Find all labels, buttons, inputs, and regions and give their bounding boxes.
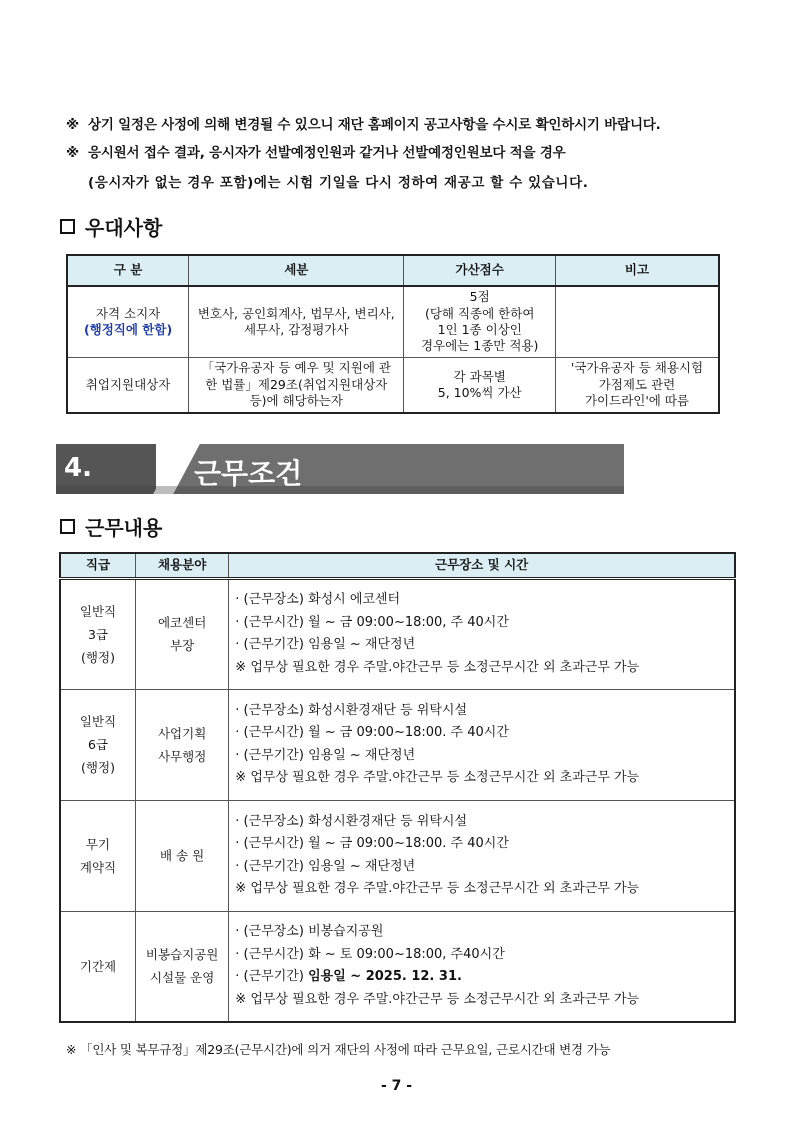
overtime-note: ※ 업무상 필요한 경우 주말.야간근무 등 소정근무시간 외 초과근무 가능 — [235, 881, 640, 896]
schedule-cell — [229, 800, 735, 911]
footnote: ※ 「인사 및 복무규정」제29조(근무시간)에 의거 재단의 사정에 따라 근무요일, 근로시간대 변경 가능 — [66, 1042, 611, 1057]
points-text: 5점 — [469, 289, 490, 305]
field-cell — [136, 578, 229, 689]
benefits-heading-text: 우대사항 — [85, 216, 163, 240]
grade-text: (행정) — [81, 649, 115, 665]
field-text: 배 송 원 — [160, 848, 205, 863]
category-cell — [67, 286, 189, 357]
category-qualifier: (행정직에 한함) — [83, 321, 173, 337]
table-header-row — [60, 553, 735, 578]
schedule-cell — [229, 578, 735, 689]
overtime-note: ※ 업무상 필요한 경우 주말.야간근무 등 소정근무시간 외 초과근무 가능 — [235, 659, 640, 675]
period-value: 임용일 ~ 재단정년 — [308, 747, 416, 763]
note-text: 가이드라인'에 따름 — [584, 392, 689, 408]
schedule-period — [235, 634, 734, 657]
schedule-cell — [229, 911, 735, 1022]
column-header: 세분 — [189, 255, 404, 286]
grade-cell — [60, 578, 136, 689]
grade-text: 3급 — [87, 626, 109, 642]
detail-cell — [189, 357, 404, 413]
notice-applicant-shortage — [66, 141, 566, 161]
detail-text: 변호사, 공인회계사, 법무사, 변리사, — [197, 305, 395, 321]
schedule-cell — [229, 689, 735, 800]
schedule-place: · (근무장소) 화성시 에코센터 — [235, 592, 401, 607]
field-text: 시설물 운영 — [149, 970, 215, 986]
schedule-time: · (근무시간) 월 ~ 금 09:00~18:00. 주 40시간 — [235, 725, 509, 740]
period-label: · (근무기간) — [235, 637, 309, 652]
notice-schedule-change — [66, 113, 661, 133]
field-text: 사업기획 — [157, 725, 207, 741]
grade-cell — [60, 911, 136, 1022]
period-value: 임용일 ~ 재단정년 — [308, 637, 416, 652]
detail-text: 「국가유공자 등 예우 및 지원에 관 — [201, 360, 391, 376]
points-text: 5, 10%씩 가산 — [437, 384, 522, 400]
work-heading-text: 근무내용 — [85, 516, 163, 540]
grade-text: 계약직 — [79, 859, 117, 875]
table-row — [60, 689, 735, 800]
period-label: · (근무기간) — [235, 858, 309, 874]
table-row — [67, 357, 719, 413]
schedule-period — [235, 745, 734, 768]
table-row — [60, 800, 735, 911]
notice-applicant-shortage-cont: (응시자가 없는 경우 포함)에는 시험 기일을 다시 정하여 재공고 할 수 있습니다. — [88, 175, 589, 191]
grade-text: 무기 — [85, 836, 111, 852]
table-row — [60, 578, 735, 689]
reference-mark: ※ — [66, 145, 79, 161]
period-value: 임용일 ~ 재단정년 — [308, 858, 416, 874]
benefits-heading — [60, 212, 162, 241]
points-cell — [404, 286, 556, 357]
overtime-note: ※ 업무상 필요한 경우 주말.야간근무 등 소정근무시간 외 초과근무 가능 — [235, 991, 640, 1007]
period-label: · (근무기간) — [235, 969, 309, 985]
points-text: 경우에는 1종만 적용) — [421, 338, 539, 353]
column-header: 비고 — [555, 255, 719, 286]
grade-cell — [60, 689, 136, 800]
schedule-place: · (근무장소) 비봉습지공원 — [235, 924, 384, 940]
reference-mark: ※ — [66, 117, 79, 133]
grade-text: (행정) — [81, 760, 115, 775]
points-text: 각 과목별 — [453, 368, 506, 384]
schedule-time: · (근무시간) 월 ~ 금 09:00~18:00, 주 40시간 — [235, 614, 509, 630]
points-text: (당해 직종에 한하여 — [424, 305, 535, 321]
checkbox-square-icon — [60, 519, 75, 534]
field-text: 에코센터 — [157, 615, 207, 630]
note-text: '국가유공자 등 채용시험 — [570, 360, 704, 376]
column-header: 직급 — [60, 553, 136, 578]
section-title: 근무조건 — [194, 457, 303, 490]
banner-shadow — [56, 486, 624, 494]
schedule-period — [235, 856, 734, 879]
grade-text: 일반직 — [79, 603, 117, 619]
checkbox-square-icon — [60, 219, 75, 234]
detail-text: 세무사, 감정평가사 — [243, 321, 349, 337]
work-heading — [60, 512, 162, 541]
detail-cell — [189, 286, 404, 357]
field-cell — [136, 689, 229, 800]
table-row — [67, 286, 719, 357]
schedule-time: · (근무시간) 월 ~ 금 09:00~18:00. 주 40시간 — [235, 836, 509, 851]
overtime-note: ※ 업무상 필요한 경우 주말.야간근무 등 소정근무시간 외 초과근무 가능 — [235, 770, 640, 785]
points-cell — [404, 357, 556, 413]
column-header: 근무장소 및 시간 — [229, 553, 735, 578]
table-header-row — [67, 255, 719, 286]
notice-text: 상기 일정은 사정에 의해 변경될 수 있으니 재단 홈페이지 공고사항을 수시로 확인하시기 바랍니다. — [88, 117, 661, 133]
category-text: 자격 소지자 — [95, 305, 161, 321]
field-cell — [136, 800, 229, 911]
grade-text: 일반직 — [79, 714, 117, 729]
category-cell: 취업지원대상자 — [67, 357, 189, 413]
column-header: 구 분 — [67, 255, 189, 286]
detail-text: 한 법률」제29조(취업지원대상자 — [205, 376, 388, 392]
note-cell — [555, 286, 719, 357]
field-text: 부장 — [170, 638, 195, 653]
period-label: · (근무기간) — [235, 747, 309, 763]
field-text: 비봉습지공원 — [145, 947, 219, 963]
grade-cell — [60, 800, 136, 911]
field-cell — [136, 911, 229, 1022]
period-value: 임용일 ~ 2025. 12. 31. — [308, 969, 462, 985]
points-text: 1인 1종 이상인 — [437, 321, 522, 337]
benefits-table — [66, 254, 720, 414]
field-text: 사무행정 — [157, 748, 207, 764]
work-table — [59, 552, 736, 1023]
schedule-place: · (근무장소) 화성시환경재단 등 위탁시설 — [235, 813, 468, 829]
notice-text: 응시원서 접수 결과, 응시자가 선발예정인원과 같거나 선발예정인원보다 적을 경우 — [88, 145, 566, 161]
schedule-period — [235, 966, 734, 989]
grade-text: 6급 — [87, 737, 109, 752]
schedule-time: · (근무시간) 화 ~ 토 09:00~18:00, 주40시간 — [235, 946, 505, 962]
column-header: 가산점수 — [404, 255, 556, 286]
section-number: 4. — [64, 453, 92, 483]
note-text: 가점제도 관련 — [598, 376, 676, 392]
table-row — [60, 911, 735, 1022]
grade-text: 기간제 — [79, 958, 117, 974]
detail-text: 등)에 해당하는자 — [249, 392, 343, 408]
section-4-banner — [56, 444, 624, 494]
schedule-place: · (근무장소) 화성시환경재단 등 위탁시설 — [235, 702, 468, 718]
page-number: - 7 - — [380, 1078, 413, 1094]
note-cell — [555, 357, 719, 413]
column-header: 채용분야 — [136, 553, 229, 578]
